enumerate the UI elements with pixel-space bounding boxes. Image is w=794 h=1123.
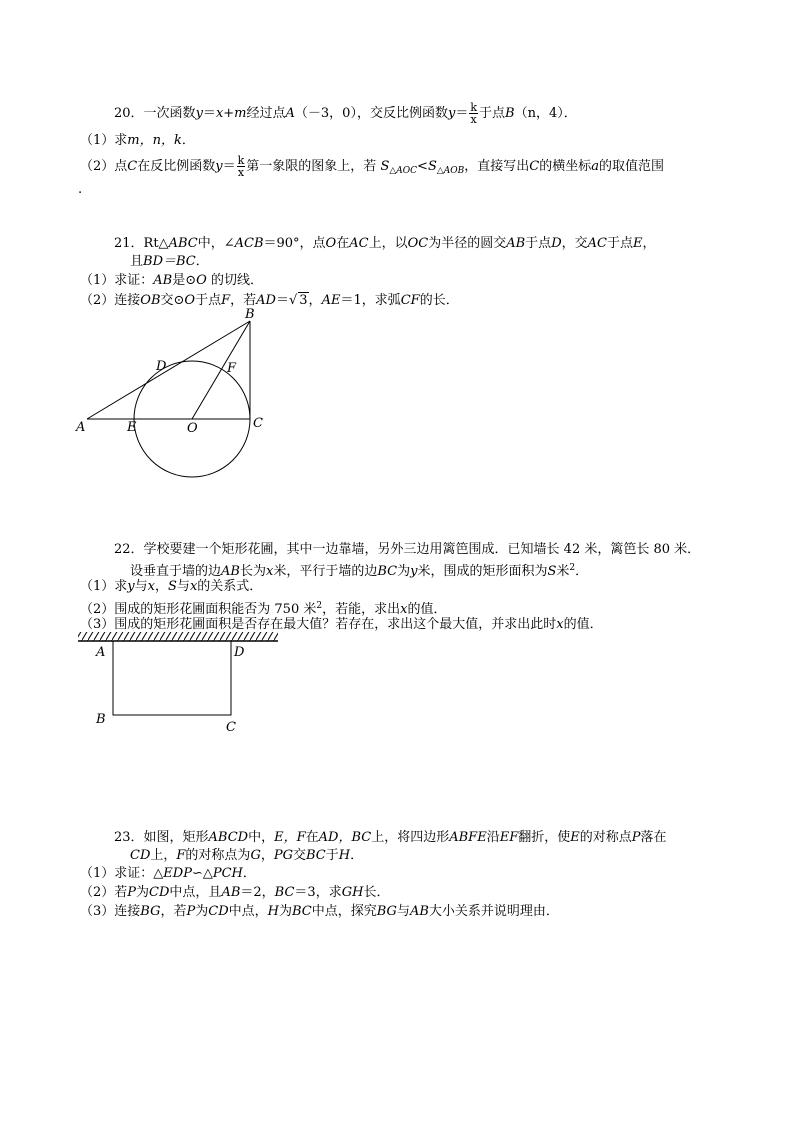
q22-line1: 22．学校要建一个矩形花圃，其中一边靠墙，另外三边用篱笆围成．已知墙长 42 米，篱笆长 80 米． — [114, 542, 701, 557]
q20-part2: （2）点C在反比例函数y＝ $\frac{k}{x}$ 第一象限的图象上，若 $S_{\triangle AOC}<S_{\triangle AOB}$，直接写出C的横坐标a的取值范围 — [80, 154, 665, 179]
q20-trailing-dot: . — [78, 182, 83, 197]
q20-part1: （1）求m，n，k． — [80, 133, 195, 148]
label-f: F — [227, 361, 237, 376]
q22-figure — [76, 630, 286, 740]
label-b: B — [96, 712, 106, 727]
q22-part1: （1）求y与x，S与x的关系式． — [80, 579, 263, 594]
q21-line1: 21．Rt△ABC中，∠ACB＝90°，点O在AC上，以OC为半径的圆交AB于点D，交AC于点E， — [114, 236, 656, 251]
label-c: C — [226, 720, 236, 735]
q21-figure — [70, 300, 280, 480]
rectangle-abcd — [113, 641, 231, 715]
label-e: E — [127, 420, 137, 435]
label-o: O — [187, 421, 198, 436]
label-a: A — [96, 645, 106, 660]
q23-line1: 23．如图，矩形ABCD中，E，F在AD，BC上，将四边形ABFE沿EF翻折，使E的对称点P落在 — [114, 830, 667, 845]
label-d: D — [156, 359, 167, 374]
q22-part2: （2）围成的矩形花圃面积能否为 750 米$^2$，若能，求出x的值． — [80, 601, 447, 617]
q23-part1: （1）求证：△EDP∽△PCH． — [80, 866, 256, 881]
q23-line2: CD上，F的对称点为G，PG交BC于H． — [130, 848, 364, 863]
fraction-k-over-x: $\frac{k}{x}$ — [470, 101, 477, 126]
label-a: A — [76, 420, 86, 435]
q22-part3: （3）围成的矩形花圃面积是否存在最大值？若存在，求出这个最大值，并求出此时x的值． — [80, 617, 603, 632]
label-c: C — [253, 416, 263, 431]
segment-ab — [87, 321, 250, 419]
q23-part2: （2）若P为CD中点，且AB＝2，BC＝3，求GH长． — [80, 885, 390, 900]
q21-line2: 且BD＝BC． — [130, 254, 209, 269]
label-d: D — [234, 645, 245, 660]
segment-ob — [192, 321, 250, 419]
q22-line2: 设垂直于墙的边AB长为x米，平行于墙的边BC为y米，围成的矩形面积为S米$^2$． — [130, 563, 589, 579]
q21-part2: （2）连接OB交⊙O于点F，若AD＝√ 3，AE＝1，求弧CF的长． — [80, 293, 459, 308]
q23-part3: （3）连接BG，若P为CD中点，H为BC中点，探究BG与AB大小关系并说明理由． — [80, 904, 559, 919]
q21-part1: （1）求证：AB是⊙O 的切线． — [80, 273, 263, 288]
wall-hatching — [78, 632, 278, 641]
fraction-k-over-x-2: $\frac{k}{x}$ — [237, 154, 245, 179]
label-b: B — [245, 307, 255, 322]
q20-line1: 20．一次函数y＝x+m经过点A（－3，0），交反比例函数y＝ $\frac{k}{x}$ 于点B（n，4）． — [114, 101, 577, 126]
